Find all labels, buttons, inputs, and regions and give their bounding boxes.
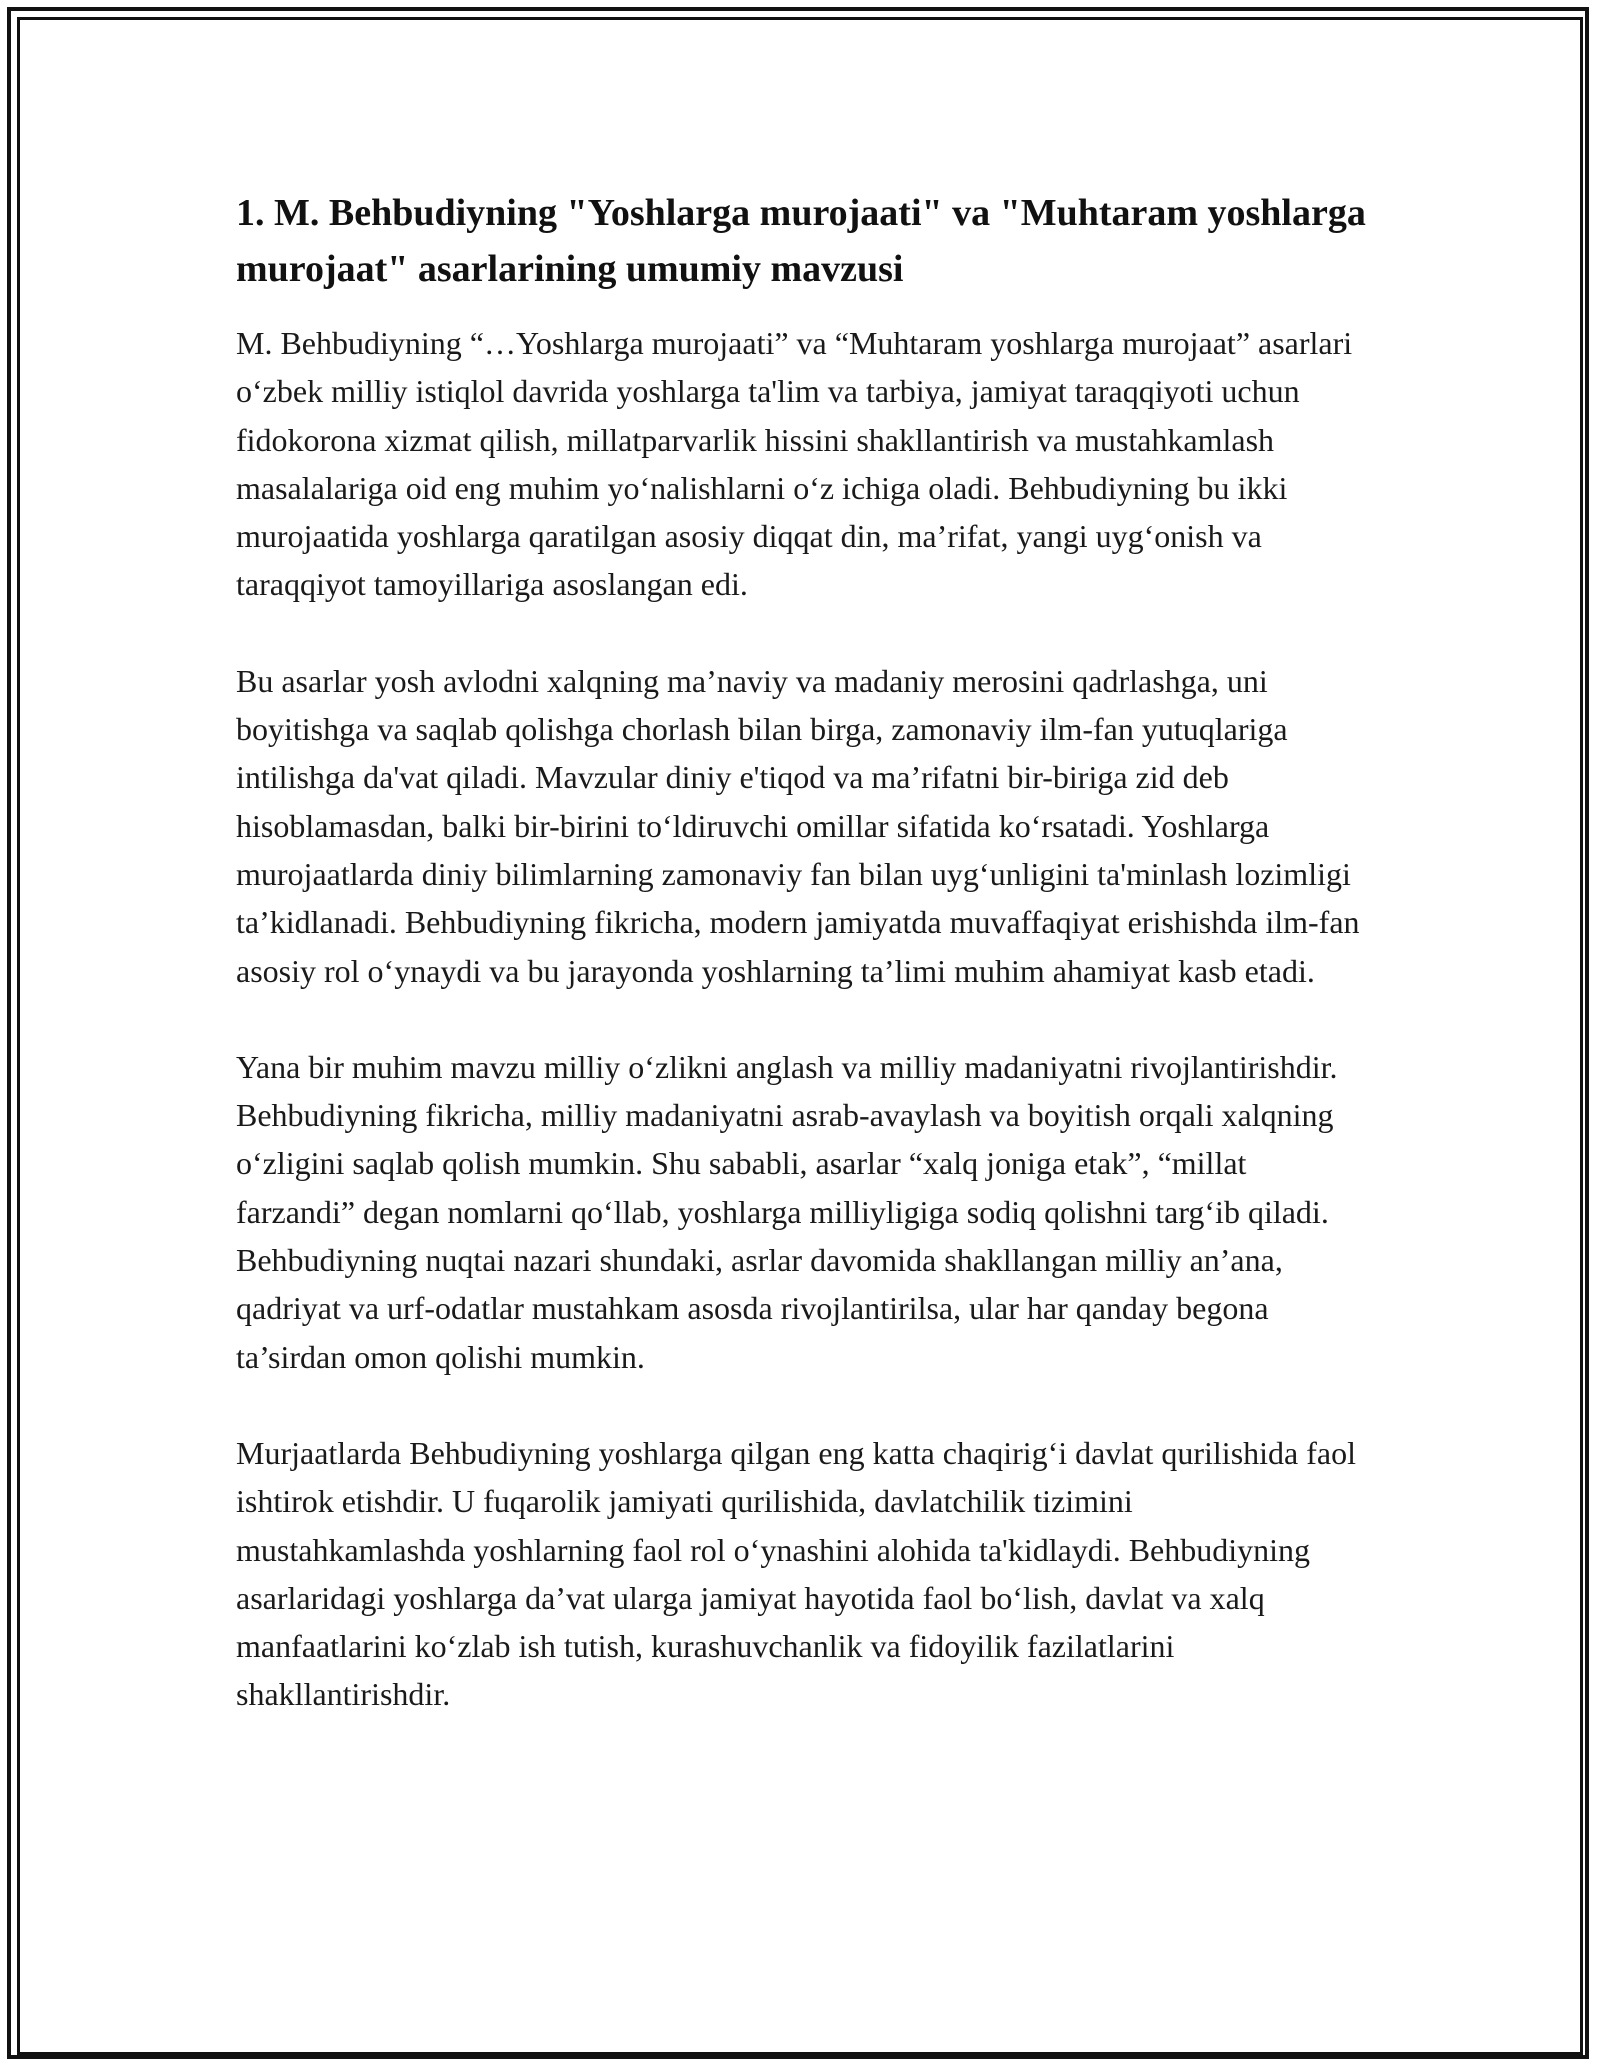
paragraph-heritage: Bu asarlar yosh avlodni xalqning ma’naviy va madaniy merosini qadrlashga, uni boyitishga va saqlab qolishga chorlash bilan birga, zamonaviy ilm-fan yutuqlariga intilishga da'vat qiladi. Mavzular diniy e'tiqod va ma’rifatni bir-biriga zid deb hisoblamasdan, balki bir-birini to‘ldiruvchi omillar sifatida ko‘rsatadi. Yoshlarga murojaatlarda diniy bilimlarning zamonaviy fan bilan uyg‘unligini ta'minlash lozimligi ta’kidlanadi. Behbudiyning fikricha, modern jamiyatda muvaffaqiyat erishishda ilm-fan asosiy rol o‘ynaydi va bu jarayonda yoshlarning ta’limi muhim ahamiyat kasb etadi.: [236, 662, 1360, 989]
section-title: 1. M. Behbudiyning "Yoshlarga murojaati" va "Muhtaram yoshlarga murojaat" asarlarining umumiy mavzusi: [236, 192, 1366, 290]
document-body: [236, 185, 1366, 1767]
paragraph-intro: M. Behbudiyning “…Yoshlarga murojaati” va “Muhtaram yoshlarga murojaat” asarlari o‘zbek milliy istiqlol davrida yoshlarga ta'lim va tarbiya, jamiyat taraqqiyoti uchun fidokorona xizmat qilish, millatparvarlik hissini shakllantirish va mustahkamlash masalalariga oid eng muhim yo‘nalishlarni o‘z ichiga oladi. Behbudiyning bu ikki murojaatida yoshlarga qaratilgan asosiy diqqat din, ma’rifat, yangi uyg‘onish va taraqqiyot tamoyillariga asoslangan edi.: [236, 325, 1353, 603]
paragraph-national-identity: Yana bir muhim mavzu milliy o‘zlikni anglash va milliy madaniyatni rivojlantirishdir. Behbudiyning fikricha, milliy madaniyatni asrab-avaylash va boyitish orqali xalqning o‘zligini saqlab qolish mumkin. Shu sababli, asarlar “xalq joniga etak”, “millat farzandi” degan nomlarni qo‘llab, yoshlarga milliyligiga sodiq qolishni targ‘ib qiladi. Behbudiyning nuqtai nazari shundaki, asrlar davomida shakllangan milliy an’ana, qadriyat va urf-odatlar mustahkam asosda rivojlantirilsa, ular har qanday begona ta’sirdan omon qolishi mumkin.: [236, 1048, 1338, 1375]
paragraph-state-building: Murjaatlarda Behbudiyning yoshlarga qilgan eng katta chaqirig‘i davlat qurilishida faol ishtirok etishdir. U fuqarolik jamiyati qurilishida, davlatchilik tizimini mustahkamlashda yoshlarning faol rol o‘ynashini alohida ta'kidlaydi. Behbudiyning asarlaridagi yoshlarga da’vat ularga jamiyat hayotida faol bo‘lish, davlat va xalq manfaatlarini ko‘zlab ish tutish, kurashuvchanlik va fidoyilik fazilatlarini shakllantirishdir.: [236, 1434, 1356, 1713]
